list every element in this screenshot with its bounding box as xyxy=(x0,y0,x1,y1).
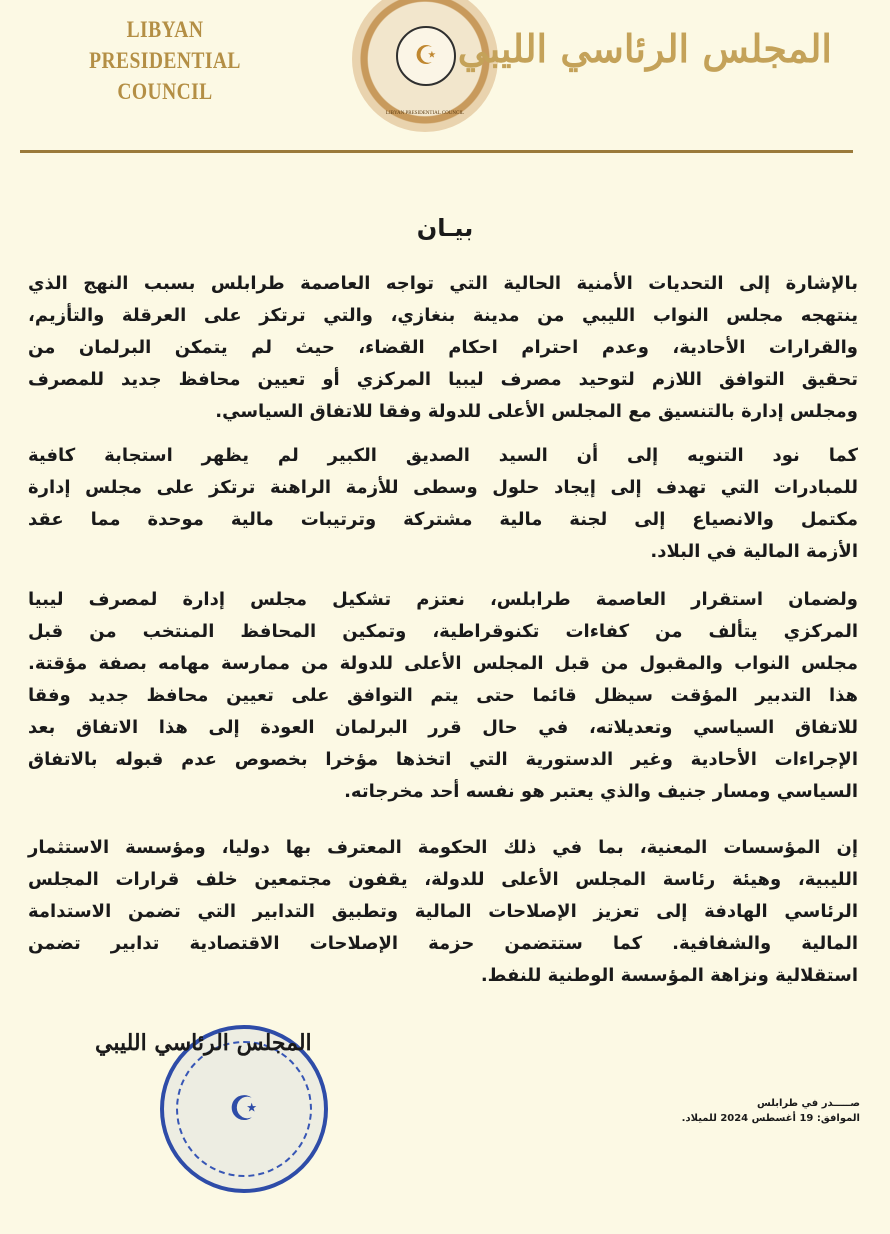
text-line: بالإشارة إلى التحديات الأمنية الحالية التي تواجه العاصمة طرابلس بسبب النهج الذي xyxy=(28,273,858,294)
issued-in: صـــــدر في طرابلس xyxy=(757,1098,860,1109)
text-line: تحقيق التوافق اللازم لتوحيد مصرف ليبيا المركزي أو تعيين محافظ جديد للمصرف xyxy=(28,369,858,390)
text-line: الأزمة المالية في البلاد. xyxy=(650,541,858,562)
english-name-line1: LIBYAN PRESIDENTIAL xyxy=(89,17,241,73)
text-line: والقرارات الأحادية، وعدم احترام احكام القضاء، حيث لم يتمكن البرلمان من xyxy=(28,337,858,358)
header-divider xyxy=(20,150,853,153)
text-line: كما نود التنويه إلى أن السيد الصديق الكبير لم يظهر استجابة كافية xyxy=(28,445,858,466)
issue-date: الموافق: 19 أغسطس 2024 للميلاد. xyxy=(681,1113,860,1124)
text-line: ينتهجه مجلس النواب الليبي من مدينة بنغازي، والتي ترتكز على العرقلة والتأزيم، xyxy=(28,305,858,326)
text-line: ومجلس إدارة بالتنسيق مع المجلس الأعلى للدولة وفقا للاتفاق السياسي. xyxy=(215,401,858,422)
text-line: مكتمل والانصياع إلى لجنة مالية مشتركة وترتيبات مالية موحدة مما عقد xyxy=(28,509,858,530)
english-letterhead xyxy=(50,14,280,107)
text-line: الإجراءات الأحادية وغير الدستورية التي اتخذها مؤخرا بخصوص عدم قبوله بالاتفاق xyxy=(28,749,858,770)
text-line: المركزي يتألف من كفاءات تكنوقراطية، وتمكين المحافظ المنتخب من قبل xyxy=(28,621,858,642)
text-line: إن المؤسسات المعنية، بما في ذلك الحكومة المعترف بها دوليا، ومؤسسة الاستثمار xyxy=(28,837,858,858)
text-line: استقلالية ونزاهة المؤسسة الوطنية للنفط. xyxy=(480,965,858,986)
text-line: للاتفاق السياسي وتعديلاته، في حال قرر البرلمان العودة إلى هذا الاتفاق بعد xyxy=(28,717,858,738)
paragraph-1 xyxy=(28,268,858,428)
paragraph-4 xyxy=(28,832,858,992)
issue-info xyxy=(682,1096,860,1126)
text-line: المالية والشفافية. كما ستتضمن حزمة الإصلاحات الاقتصادية تدابير تضمن xyxy=(28,933,858,954)
seal-text: LIBYAN PRESIDENTIAL COUNCIL xyxy=(385,111,465,116)
text-line: هذا التدبير المؤقت سيظل قائما حتى يتم التوافق على تعيين محافظ جديد وفقا xyxy=(28,685,858,706)
document-title: بيـان xyxy=(416,214,474,242)
text-line: الليبية، وهيئة رئاسة المجلس الأعلى للدولة، يقفون مجتمعين خلف قرارات المجلس xyxy=(28,869,858,890)
paragraph-3 xyxy=(28,584,858,808)
text-line: للمبادرات التي تهدف إلى إيجاد حلول وسطى للأزمة الراهنة ترتكز على مجلس إدارة xyxy=(28,477,858,498)
text-line: الرئاسي الهادفة إلى تعزيز الإصلاحات المالية وتطبيق التدابير التي تضمن الاستدامة xyxy=(28,901,858,922)
crescent-star-icon: ☪ xyxy=(396,26,456,86)
paragraph-2 xyxy=(28,440,858,568)
english-name-line2: COUNCIL xyxy=(117,79,213,104)
text-line: ولضمان استقرار العاصمة طرابلس، نعتزم تشكيل مجلس إدارة لمصرف ليبيا xyxy=(28,589,858,610)
text-line: مجلس النواب والمقبول من قبل المجلس الأعلى للدولة من ممارسة مهامه بصفة مؤقتة. xyxy=(28,653,858,674)
text-line: السياسي ومسار جنيف والذي يعتبر هو نفسه أحد مخرجاته. xyxy=(344,781,858,802)
signer-name: المجلس الرئاسي الليبي xyxy=(95,1030,312,1056)
crescent-star-icon: ☪ xyxy=(228,1089,260,1129)
arabic-letterhead: المجلس الرئاسي الليبي xyxy=(457,26,832,71)
